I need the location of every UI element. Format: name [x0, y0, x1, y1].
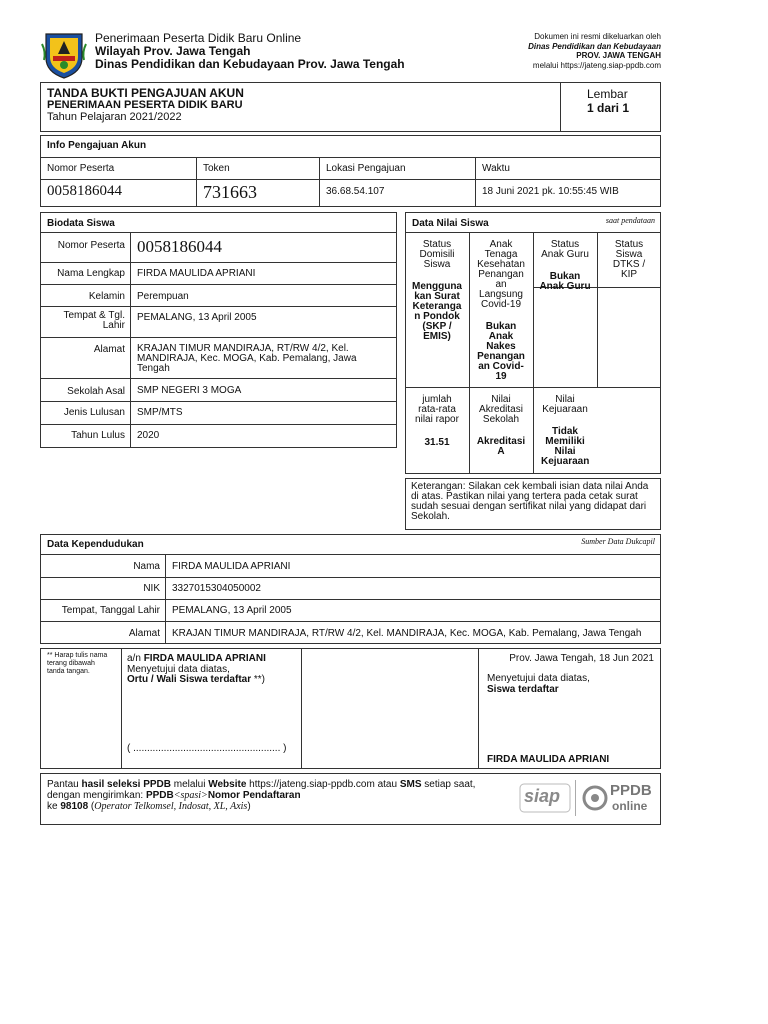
- title-line1: TANDA BUKTI PENGAJUAN AKUN: [47, 86, 244, 100]
- sign-note: ** Harap tulis nama terang dibawah tanda tangan.: [47, 652, 108, 675]
- biodata-ttl: PEMALANG, 13 April 2005: [137, 312, 257, 323]
- info-nomor-peserta: 0058186044: [47, 183, 122, 199]
- biodata-jenis: SMP/MTS: [137, 407, 183, 418]
- info-lokasi: 36.68.54.107: [326, 186, 385, 197]
- sign-an-prefix: a/n: [127, 653, 141, 664]
- kependudukan-alamat: KRAJAN TIMUR MANDIRAJA, RT/RW 4/2, Kel. MANDIRAJA, Kec. MOGA, Kab. Pemalang, Jawa Tengah: [172, 628, 642, 639]
- kependudukan-nik: 3327015304050002: [172, 583, 261, 594]
- nilai-v-domisili: Mengguna kan Surat Keteranga n Pondok (SKP / EMIS): [412, 281, 462, 342]
- nilai-heading: Data Nilai Siswa: [412, 218, 489, 229]
- info-col1-label: Nomor Peserta: [47, 163, 115, 174]
- biodata-label-kelamin: Kelamin: [88, 291, 125, 302]
- info-heading: Info Pengajuan Akun: [47, 140, 147, 151]
- title-line2: PENERIMAAN PESERTA DIDIK BARU: [47, 99, 243, 111]
- siap-logo: siap: [518, 780, 573, 816]
- biodata-label-sekolah: Sekolah Asal: [67, 386, 125, 397]
- nilai-v-rapor: 31.51: [424, 437, 450, 448]
- sign-menyetujui: Menyetujui data diatas,: [127, 664, 230, 675]
- biodata-kelamin: Perempuan: [137, 291, 189, 302]
- nilai-note: saat pendataan: [605, 216, 655, 225]
- biodata-label-ttl: Tempat & Tgl. Lahir: [63, 310, 125, 331]
- kependudukan-heading: Data Kependudukan: [47, 539, 144, 550]
- nilai-v-kejuaraan: Tidak Memiliki Nilai Kejuaraan: [541, 426, 590, 467]
- header-right1: Dokumen ini resmi dikeluarkan oleh: [534, 32, 661, 41]
- title-line3: Tahun Pelajaran 2021/2022: [47, 111, 182, 123]
- header-right2: Dinas Pendidikan dan Kebudayaan: [528, 41, 661, 51]
- biodata-nama: FIRDA MAULIDA APRIANI: [137, 268, 256, 279]
- header-right4: melalui https://jateng.siap-ppdb.com: [532, 60, 661, 70]
- biodata-nomor: 0058186044: [137, 237, 222, 256]
- footer-text: Pantau hasil seleksi PPDB melalui Website https://jateng.siap-ppdb.com atau SMS setiap saat, dengan mengirimkan: PPDB<spasi>Nomor Pendaftaran ke 98108 (Operator Telkomsel, Indosat, XL, Axis): [47, 779, 476, 812]
- biodata-heading: Biodata Siswa: [47, 218, 115, 229]
- nilai-h-domisili: Status Domisili Siswa: [419, 239, 455, 270]
- header-line1: Penerimaan Peserta Didik Baru Online: [95, 31, 302, 45]
- header-right3: PROV. JAWA TENGAH: [576, 51, 661, 60]
- nilai-v-guru: Bukan Anak Guru: [539, 271, 591, 292]
- sign-siswa-name: FIRDA MAULIDA APRIANI: [487, 754, 610, 765]
- nilai-keterangan: Keterangan: Silakan cek kembali isian data nilai Anda di atas. Pastikan nilai yang tertera pada cetak surat sudah sesuai dengan sertifikat nilai yang didapat dari Sekolah.: [411, 481, 649, 522]
- sign-ortu: Ortu / Wali Siswa terdaftar: [127, 674, 252, 685]
- ppdb-online-logo: PPDB online: [580, 780, 650, 816]
- sign-place-date: Prov. Jawa Tengah, 18 Jun 2021: [509, 653, 654, 664]
- nilai-h-nakes: Anak Tenaga Kesehatan Penangan an Langsung Covid-19: [477, 239, 525, 310]
- biodata-label-nomor: Nomor Peserta: [57, 240, 125, 251]
- sign-dots: ( ..................................................... ): [127, 743, 287, 754]
- kependudukan-nama: FIRDA MAULIDA APRIANI: [172, 561, 291, 572]
- nilai-h-dtks: Status Siswa DTKS / KIP: [612, 239, 646, 280]
- info-waktu: 18 Juni 2021 pk. 10:55:45 WIB: [482, 186, 619, 197]
- biodata-label-nama: Nama Lengkap: [57, 268, 125, 279]
- province-logo: [40, 30, 88, 80]
- sign-ortu-suffix: **): [251, 674, 266, 685]
- biodata-alamat: KRAJAN TIMUR MANDIRAJA, RT/RW 4/2, Kel. MANDIRAJA, Kec. MOGA, Kab. Pemalang, Jawa Tengah: [137, 343, 357, 374]
- lembar-value: 1 dari 1: [587, 101, 630, 115]
- nilai-h-kejuaraan: Nilai Kejuaraan: [542, 394, 588, 415]
- nilai-v-akreditasi: Akreditasi A: [476, 436, 526, 457]
- kependudukan-note: Sumber Data Dukcapil: [581, 537, 655, 546]
- header-line2: Wilayah Prov. Jawa Tengah: [95, 44, 251, 58]
- biodata-sekolah: SMP NEGERI 3 MOGA: [137, 385, 242, 396]
- header-line3: Dinas Pendidikan dan Kebudayaan Prov. Jawa Tengah: [95, 57, 405, 71]
- nilai-h-guru: Status Anak Guru: [541, 239, 589, 260]
- info-col3-label: Lokasi Pengajuan: [326, 163, 406, 174]
- biodata-label-tahun: Tahun Lulus: [71, 430, 125, 441]
- nilai-v-nakes: Bukan Anak Nakes Penangan an Covid-19: [477, 321, 525, 382]
- sign-menyetujui2: Menyetujui data diatas,: [487, 673, 590, 684]
- nilai-h-rapor: jumlah rata-rata nilai rapor: [415, 394, 459, 425]
- info-token: 731663: [203, 182, 257, 202]
- info-col2-label: Token: [203, 163, 230, 174]
- lembar-label: Lembar: [587, 87, 628, 101]
- nilai-h-akreditasi: Nilai Akreditasi Sekolah: [479, 394, 523, 425]
- info-col4-label: Waktu: [482, 163, 510, 174]
- sign-an-name: FIRDA MAULIDA APRIANI: [143, 653, 266, 664]
- kependudukan-label-alamat: Alamat: [128, 628, 160, 639]
- biodata-label-alamat: Alamat: [93, 344, 125, 355]
- biodata-label-jenis: Jenis Lulusan: [63, 407, 125, 418]
- kependudukan-label-nik: NIK: [143, 583, 160, 594]
- sign-siswa: Siswa terdaftar: [487, 684, 559, 695]
- kependudukan-label-ttl: Tempat, Tanggal Lahir: [61, 605, 160, 616]
- ppdb-gear-icon: [580, 782, 610, 814]
- province-emblem-icon: [40, 30, 88, 80]
- kependudukan-ttl: PEMALANG, 13 April 2005: [172, 605, 292, 616]
- kependudukan-label-nama: Nama: [133, 561, 160, 572]
- biodata-tahun: 2020: [137, 430, 160, 441]
